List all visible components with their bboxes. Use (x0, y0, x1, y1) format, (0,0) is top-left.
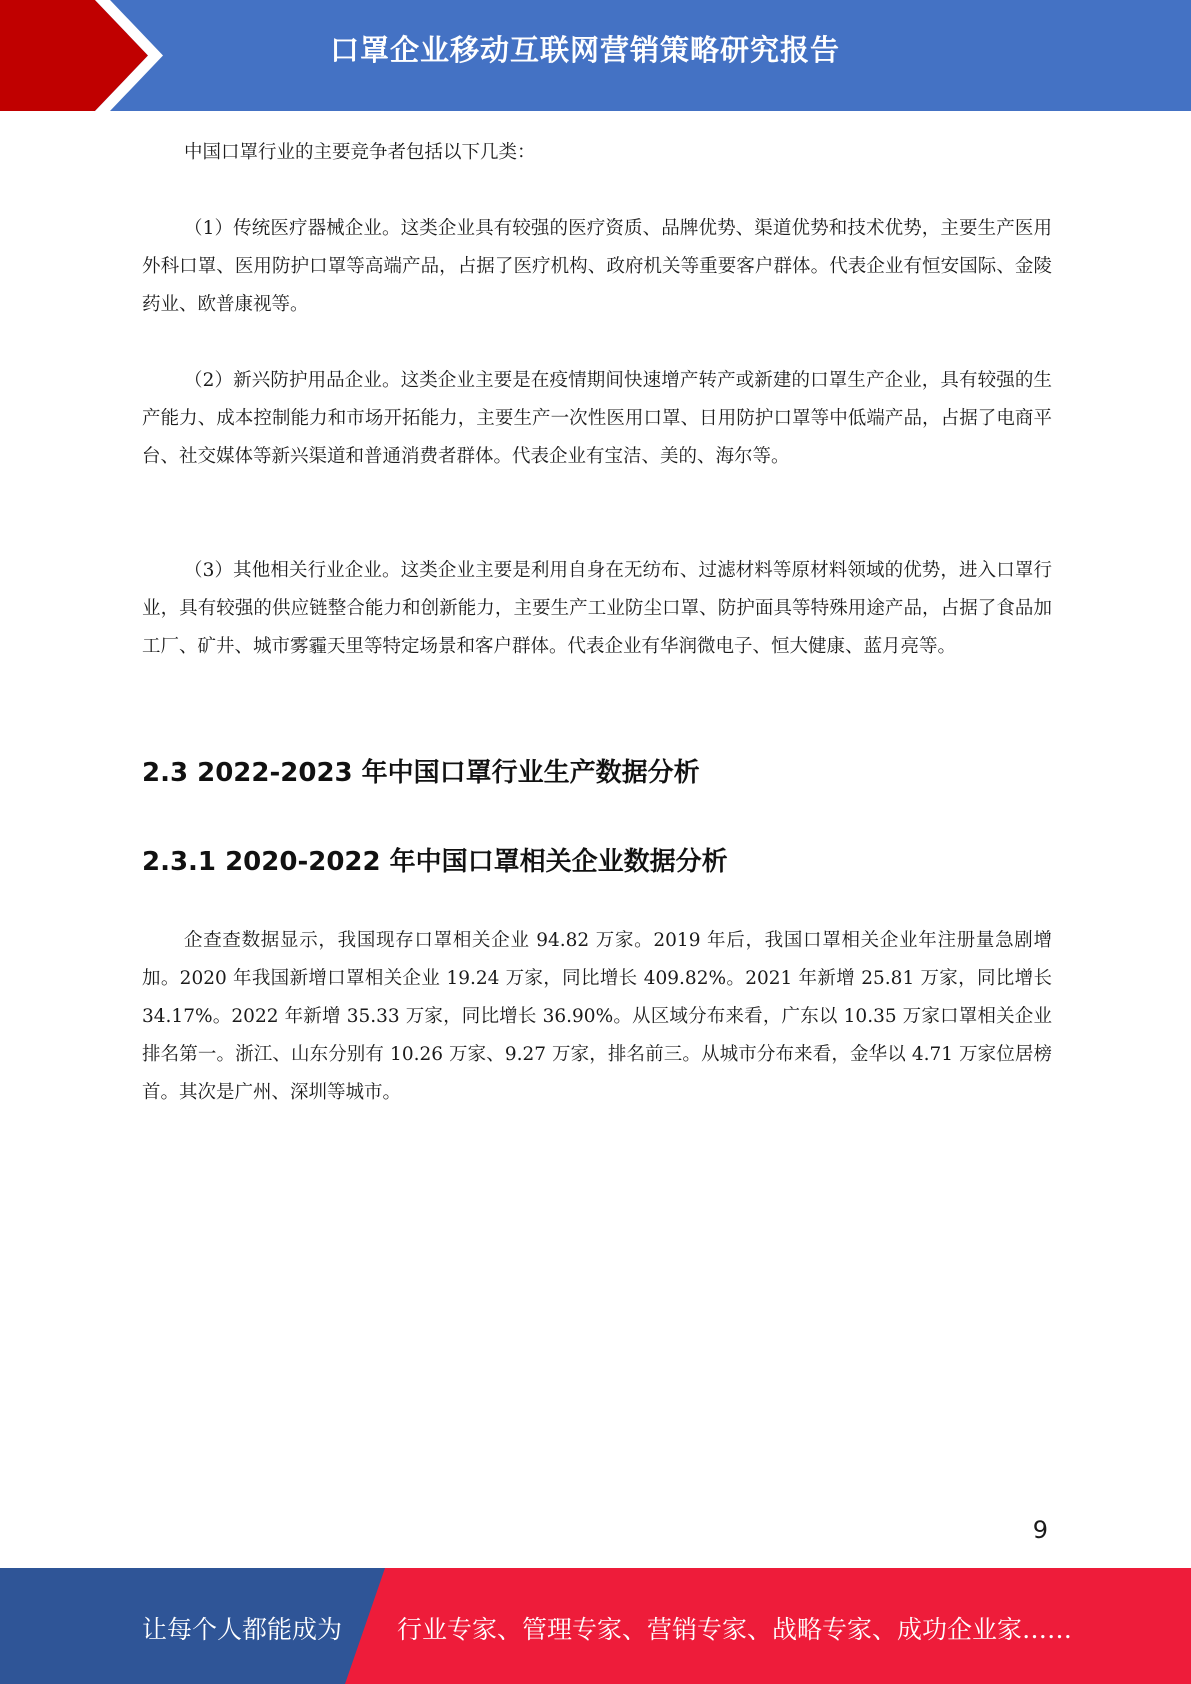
competitor-item-2: （2）新兴防护用品企业。这类企业主要是在疫情期间快速增产转产或新建的口罩生产企业，具有较强的生产能力、成本控制能力和市场开拓能力，主要生产一次性医用口罩、日用防护口罩等中低端产品，占据了电商平台、社交媒体等新兴渠道和普通消费者群体。代表企业有宝洁、美的、海尔等。 (142, 370, 1052, 467)
competitor-item-1: （1）传统医疗器械企业。这类企业具有较强的医疗资质、品牌优势、渠道优势和技术优势，主要生产医用外科口罩、医用防护口罩等高端产品，占据了医疗机构、政府机关等重要客户群体。代表企业有恒安国际、金陵药业、欧普康视等。 (142, 218, 1052, 315)
report-title: 口罩企业移动互联网营销策略研究报告 (330, 33, 841, 67)
footer-slogan-left: 让每个人都能成为 (142, 1615, 343, 1644)
enterprise-data-paragraph: 企查查数据显示，我国现存口罩相关企业 94.82 万家。2019 年后，我国口罩相关企业年注册量急剧增加。2020 年我国新增口罩相关企业 19.24 万家，同比增长 409.82%。2021 年新增 25.81 万家，同比增长 34.17%。2022 年新增 35.33 万家，同比增长 36.90%。从区域分布来看，广东以 10.35 万家口罩相关企业排名第一。浙江、山东分别有 10.26 万家、9.27 万家，排名前三。从城市分布来看，金华以 4.71 万家位居榜首。其次是广州、深圳等城市。 (142, 930, 1052, 1103)
competitor-item-3: （3）其他相关行业企业。这类企业主要是利用自身在无纺布、过滤材料等原材料领域的优势，进入口罩行业，具有较强的供应链整合能力和创新能力，主要生产工业防尘口罩、防护面具等特殊用途产品，占据了食品加工厂、矿井、城市雾霾天里等特定场景和客户群体。代表企业有华润微电子、恒大健康、蓝月亮等。 (142, 560, 1052, 657)
page-footer (0, 1568, 1191, 1684)
header-chevron-graphic (0, 0, 200, 111)
section-heading-2-3: 2.3 2022-2023 年中国口罩行业生产数据分析 (142, 758, 700, 788)
intro-paragraph: 中国口罩行业的主要竞争者包括以下几类： (184, 142, 536, 163)
section-heading-2-3-1: 2.3.1 2020-2022 年中国口罩相关企业数据分析 (142, 847, 728, 877)
page-header (0, 0, 1191, 111)
page-number: 9 (1032, 1516, 1048, 1544)
footer-slogan-right: 行业专家、管理专家、营销专家、战略专家、成功企业家…… (397, 1615, 1073, 1644)
